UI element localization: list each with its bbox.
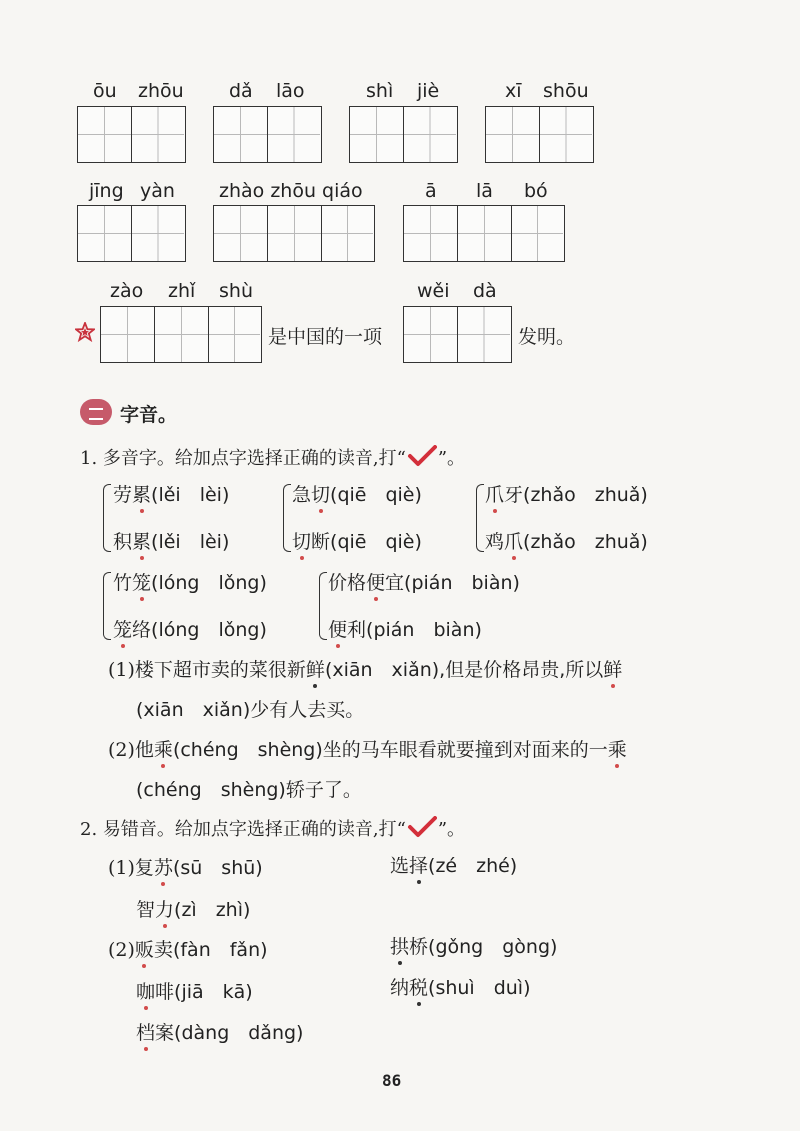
word-item: 纳税(shuì duì) bbox=[390, 973, 531, 1000]
pinyin: dǎ bbox=[229, 80, 253, 102]
question-1-intro: 1. 多音字。给加点字选择正确的读音,打“ ”。 bbox=[80, 444, 465, 470]
question-2-intro: 2. 易错音。给加点字选择正确的读音,打“ ”。 bbox=[80, 815, 465, 841]
word-item: 劳累(lěi lèi) bbox=[113, 480, 229, 507]
word-item: 积累(lěi lèi) bbox=[113, 527, 229, 554]
pinyin: zhào zhōu qiáo bbox=[219, 180, 363, 202]
word-item: 档案(dàng dǎng) bbox=[136, 1018, 303, 1045]
pinyin: shì bbox=[366, 80, 394, 102]
word-item: 价格便宜(pián biàn) bbox=[328, 568, 520, 595]
pinyin: dà bbox=[473, 280, 497, 302]
pinyin: lāo bbox=[276, 80, 305, 102]
checkmark-icon bbox=[407, 816, 437, 838]
brace bbox=[103, 484, 111, 552]
pinyin: ā bbox=[425, 180, 437, 202]
section-title: 字音。 bbox=[120, 404, 178, 426]
writing-grid[interactable] bbox=[213, 205, 375, 262]
pinyin: jīng bbox=[89, 180, 124, 202]
writing-grid[interactable] bbox=[349, 106, 458, 163]
sentence-1-line-1: (1)楼下超市卖的菜很新鲜(xiān xiǎn),但是价格昂贵,所以鲜 bbox=[108, 655, 622, 682]
word-item: 急切(qiē qiè) bbox=[292, 480, 422, 507]
brace bbox=[283, 484, 291, 552]
writing-grid[interactable] bbox=[77, 106, 186, 163]
writing-grid[interactable] bbox=[100, 306, 262, 363]
pinyin: bó bbox=[524, 180, 548, 202]
pinyin: wěi bbox=[417, 280, 450, 302]
writing-grid[interactable] bbox=[213, 106, 322, 163]
pinyin: yàn bbox=[140, 180, 175, 202]
pinyin: shōu bbox=[543, 80, 589, 102]
sentence-2-line-2: (chéng shèng)轿子了。 bbox=[136, 779, 362, 801]
pinyin: jiè bbox=[417, 80, 440, 102]
word-item: 鸡爪(zhǎo zhuǎ) bbox=[485, 527, 648, 554]
brace bbox=[476, 484, 484, 552]
word-item: 拱桥(gǒng gòng) bbox=[390, 932, 557, 959]
sentence-1-line-2: (xiān xiǎn)少有人去买。 bbox=[136, 699, 365, 721]
red-star-icon bbox=[75, 322, 95, 342]
writing-grid[interactable] bbox=[77, 205, 186, 262]
sentence-2-line-1: (2)他乘(chéng shèng)坐的马车眼看就要撞到对面来的一乘 bbox=[108, 735, 627, 762]
brace bbox=[319, 572, 327, 640]
sentence-text: 发明。 bbox=[518, 326, 576, 348]
pinyin: zhǐ bbox=[168, 280, 196, 302]
pinyin: zhōu bbox=[138, 80, 184, 102]
word-item: (2)贩卖(fàn fǎn) bbox=[108, 935, 268, 962]
sentence-text: 是中国的一项 bbox=[268, 326, 383, 348]
word-item: 笼络(lóng lǒng) bbox=[113, 615, 267, 642]
pinyin: ōu bbox=[93, 80, 117, 102]
word-item: 竹笼(lóng lǒng) bbox=[113, 568, 267, 595]
word-item: 爪牙(zhǎo zhuǎ) bbox=[485, 480, 648, 507]
page-number: 86 bbox=[382, 1071, 402, 1090]
writing-grid[interactable] bbox=[403, 205, 565, 262]
checkmark-icon bbox=[407, 445, 437, 467]
word-item: 切断(qiē qiè) bbox=[292, 527, 422, 554]
pinyin: xī bbox=[505, 80, 522, 102]
word-item: 便利(pián biàn) bbox=[328, 615, 482, 642]
word-item: 选择(zé zhé) bbox=[390, 851, 517, 878]
word-item: 咖啡(jiā kā) bbox=[136, 977, 253, 1004]
writing-grid[interactable] bbox=[403, 306, 512, 363]
word-item: 智力(zì zhì) bbox=[136, 895, 250, 922]
writing-grid[interactable] bbox=[485, 106, 594, 163]
word-item: (1)复苏(sū shū) bbox=[108, 853, 263, 880]
pinyin: zào bbox=[110, 280, 144, 302]
pinyin: lā bbox=[476, 180, 493, 202]
brace bbox=[103, 572, 111, 640]
pinyin: shù bbox=[219, 280, 253, 302]
section-two-badge-icon bbox=[80, 399, 112, 425]
